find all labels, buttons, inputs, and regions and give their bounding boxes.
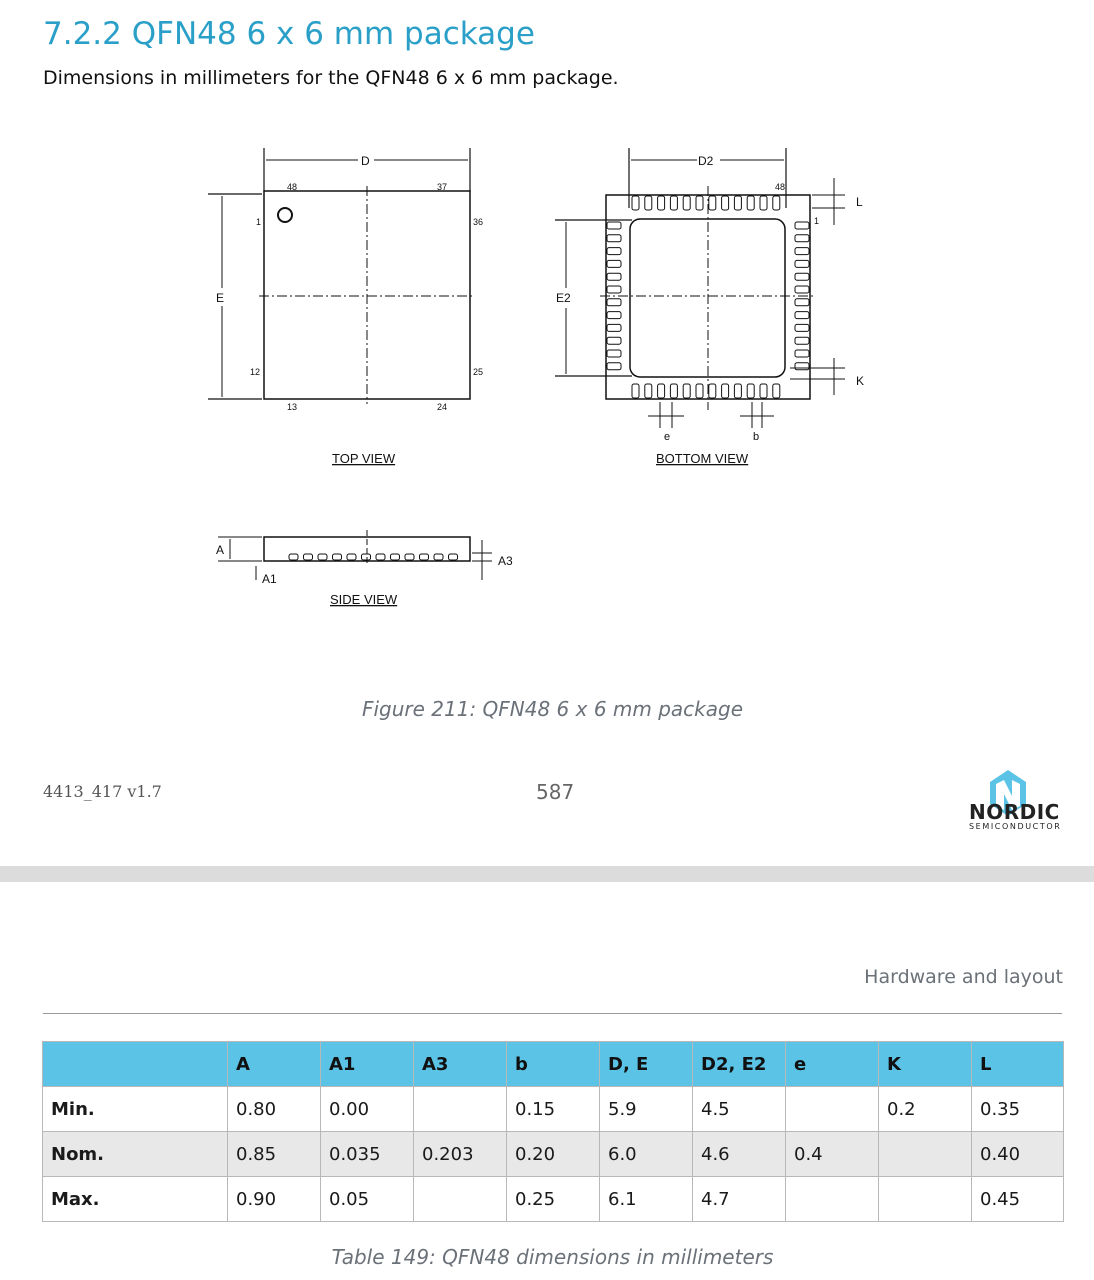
table-cell: 0.00: [321, 1087, 414, 1132]
table-cell: 0.35: [972, 1087, 1064, 1132]
logo-subtitle: SEMICONDUCTOR: [969, 822, 1062, 831]
pad: [722, 384, 729, 398]
dim-E2: E2: [556, 291, 571, 305]
table-header-cell: b: [507, 1042, 600, 1087]
table-cell: 4.5: [693, 1087, 786, 1132]
pad: [607, 337, 621, 344]
pad: [347, 554, 356, 560]
top-pin-36: 36: [473, 217, 484, 227]
table-cell: 0.90: [228, 1177, 321, 1222]
pad: [795, 324, 809, 331]
pad: [632, 196, 639, 210]
bottom-pin-48: 48: [775, 182, 786, 192]
pad: [696, 384, 703, 398]
running-section-header: Hardware and layout: [864, 966, 1063, 988]
pad: [607, 312, 621, 319]
table-header-cell: A3: [414, 1042, 507, 1087]
pad: [773, 196, 780, 210]
table-cell: [879, 1177, 972, 1222]
table-cell: 0.203: [414, 1132, 507, 1177]
table-header-cell: e: [786, 1042, 879, 1087]
pad: [795, 363, 809, 370]
pad: [607, 363, 621, 370]
table-header-row: [43, 1042, 1064, 1087]
pad: [795, 235, 809, 242]
document-id: 4413_417 v1.7: [43, 782, 162, 801]
dim-A3: A3: [498, 554, 513, 568]
pin1-marker: [278, 208, 292, 222]
pad: [795, 273, 809, 280]
row-label: Nom.: [43, 1132, 228, 1177]
pad: [658, 196, 665, 210]
top-view-label: TOP VIEW: [332, 451, 396, 466]
top-pin-37: 37: [437, 182, 448, 192]
pad: [709, 384, 716, 398]
table-row: [43, 1087, 1064, 1132]
pad: [709, 196, 716, 210]
logo-wordmark: NORDIC: [969, 800, 1060, 824]
pad: [391, 554, 400, 560]
package-drawing: [0, 120, 1094, 620]
table-cell: [786, 1177, 879, 1222]
table-row: [43, 1132, 1064, 1177]
pad: [607, 248, 621, 255]
pad: [607, 350, 621, 357]
pad: [318, 554, 327, 560]
dim-b: b: [753, 431, 760, 443]
dim-D2: D2: [698, 154, 714, 168]
pad: [722, 196, 729, 210]
pad: [434, 554, 443, 560]
top-pin-1: 1: [256, 217, 262, 227]
page-number: 587: [536, 780, 575, 804]
side-view-label: SIDE VIEW: [330, 592, 398, 607]
table-cell: [414, 1177, 507, 1222]
bottom-view-drawing: [555, 148, 845, 428]
bottom-view-label: BOTTOM VIEW: [656, 451, 749, 466]
pad: [607, 235, 621, 242]
dim-A: A: [216, 543, 225, 557]
header-rule: [43, 1013, 1062, 1014]
pad: [795, 299, 809, 306]
table-header-cell: K: [879, 1042, 972, 1087]
pad: [773, 384, 780, 398]
table-header-cell: A: [228, 1042, 321, 1087]
row-label: Min.: [43, 1087, 228, 1132]
pad: [420, 554, 429, 560]
pad: [670, 196, 677, 210]
pad: [362, 554, 371, 560]
table-cell: [414, 1087, 507, 1132]
top-pin-13: 13: [287, 402, 298, 412]
figure-caption: Figure 211: QFN48 6 x 6 mm package: [361, 697, 744, 721]
top-view-drawing: [208, 148, 474, 404]
table-cell: 5.9: [600, 1087, 693, 1132]
table-cell: 0.4: [786, 1132, 879, 1177]
pad: [405, 554, 414, 560]
pad: [760, 196, 767, 210]
pad: [607, 324, 621, 331]
pad: [658, 384, 665, 398]
table-header-cell: L: [972, 1042, 1064, 1087]
table-cell: 0.45: [972, 1177, 1064, 1222]
table-cell: 0.20: [507, 1132, 600, 1177]
table-caption: Table 149: QFN48 dimensions in millimeters: [331, 1245, 774, 1269]
table-cell: [879, 1132, 972, 1177]
table-header-cell: A1: [321, 1042, 414, 1087]
table-cell: 6.0: [600, 1132, 693, 1177]
pad: [645, 384, 652, 398]
dim-A1: A1: [262, 572, 277, 586]
pad: [747, 384, 754, 398]
top-pin-24: 24: [437, 402, 448, 412]
page-separator: [0, 866, 1094, 882]
table-header-cell: [43, 1042, 228, 1087]
pad: [795, 222, 809, 229]
pad: [645, 196, 652, 210]
table-cell: 0.035: [321, 1132, 414, 1177]
pad: [376, 554, 385, 560]
table-row: [43, 1177, 1064, 1222]
table-cell: 6.1: [600, 1177, 693, 1222]
pad: [795, 286, 809, 293]
pad: [683, 384, 690, 398]
top-pin-25: 25: [473, 367, 484, 377]
pad: [670, 384, 677, 398]
pad: [795, 337, 809, 344]
pad: [734, 196, 741, 210]
table-cell: 0.40: [972, 1132, 1064, 1177]
pad: [795, 260, 809, 267]
pad: [289, 554, 298, 560]
table-cell: 0.2: [879, 1087, 972, 1132]
pad: [333, 554, 342, 560]
pad: [607, 222, 621, 229]
dim-D: D: [361, 154, 370, 168]
table-cell: [786, 1087, 879, 1132]
pad: [734, 384, 741, 398]
table-header-cell: D2, E2: [693, 1042, 786, 1087]
pad: [607, 286, 621, 293]
table-cell: 4.6: [693, 1132, 786, 1177]
pad: [607, 260, 621, 267]
table-header-cell: D, E: [600, 1042, 693, 1087]
pad: [449, 554, 458, 560]
table-cell: 0.15: [507, 1087, 600, 1132]
table-cell: 0.05: [321, 1177, 414, 1222]
row-label: Max.: [43, 1177, 228, 1222]
table-cell: 0.80: [228, 1087, 321, 1132]
pad: [683, 196, 690, 210]
pad: [607, 299, 621, 306]
top-pin-48: 48: [287, 182, 298, 192]
dim-K: K: [856, 374, 865, 388]
side-view-drawing: [218, 530, 492, 580]
pad: [304, 554, 313, 560]
dim-e: e: [664, 431, 671, 443]
pad: [760, 384, 767, 398]
section-title: 7.2.2 QFN48 6 x 6 mm package: [43, 16, 535, 52]
table-cell: 0.25: [507, 1177, 600, 1222]
section-intro: Dimensions in millimeters for the QFN48 6 x 6 mm package.: [43, 67, 619, 89]
table-cell: 4.7: [693, 1177, 786, 1222]
dim-E: E: [216, 291, 225, 305]
table-cell: 0.85: [228, 1132, 321, 1177]
pad: [632, 384, 639, 398]
top-pin-12: 12: [250, 367, 261, 377]
dim-L: L: [856, 195, 863, 209]
dimensions-table: [42, 1041, 1064, 1222]
pad: [607, 273, 621, 280]
pad: [795, 312, 809, 319]
pad: [795, 350, 809, 357]
pad: [795, 248, 809, 255]
pad: [696, 196, 703, 210]
bottom-pin-1: 1: [814, 216, 820, 226]
pad: [747, 196, 754, 210]
